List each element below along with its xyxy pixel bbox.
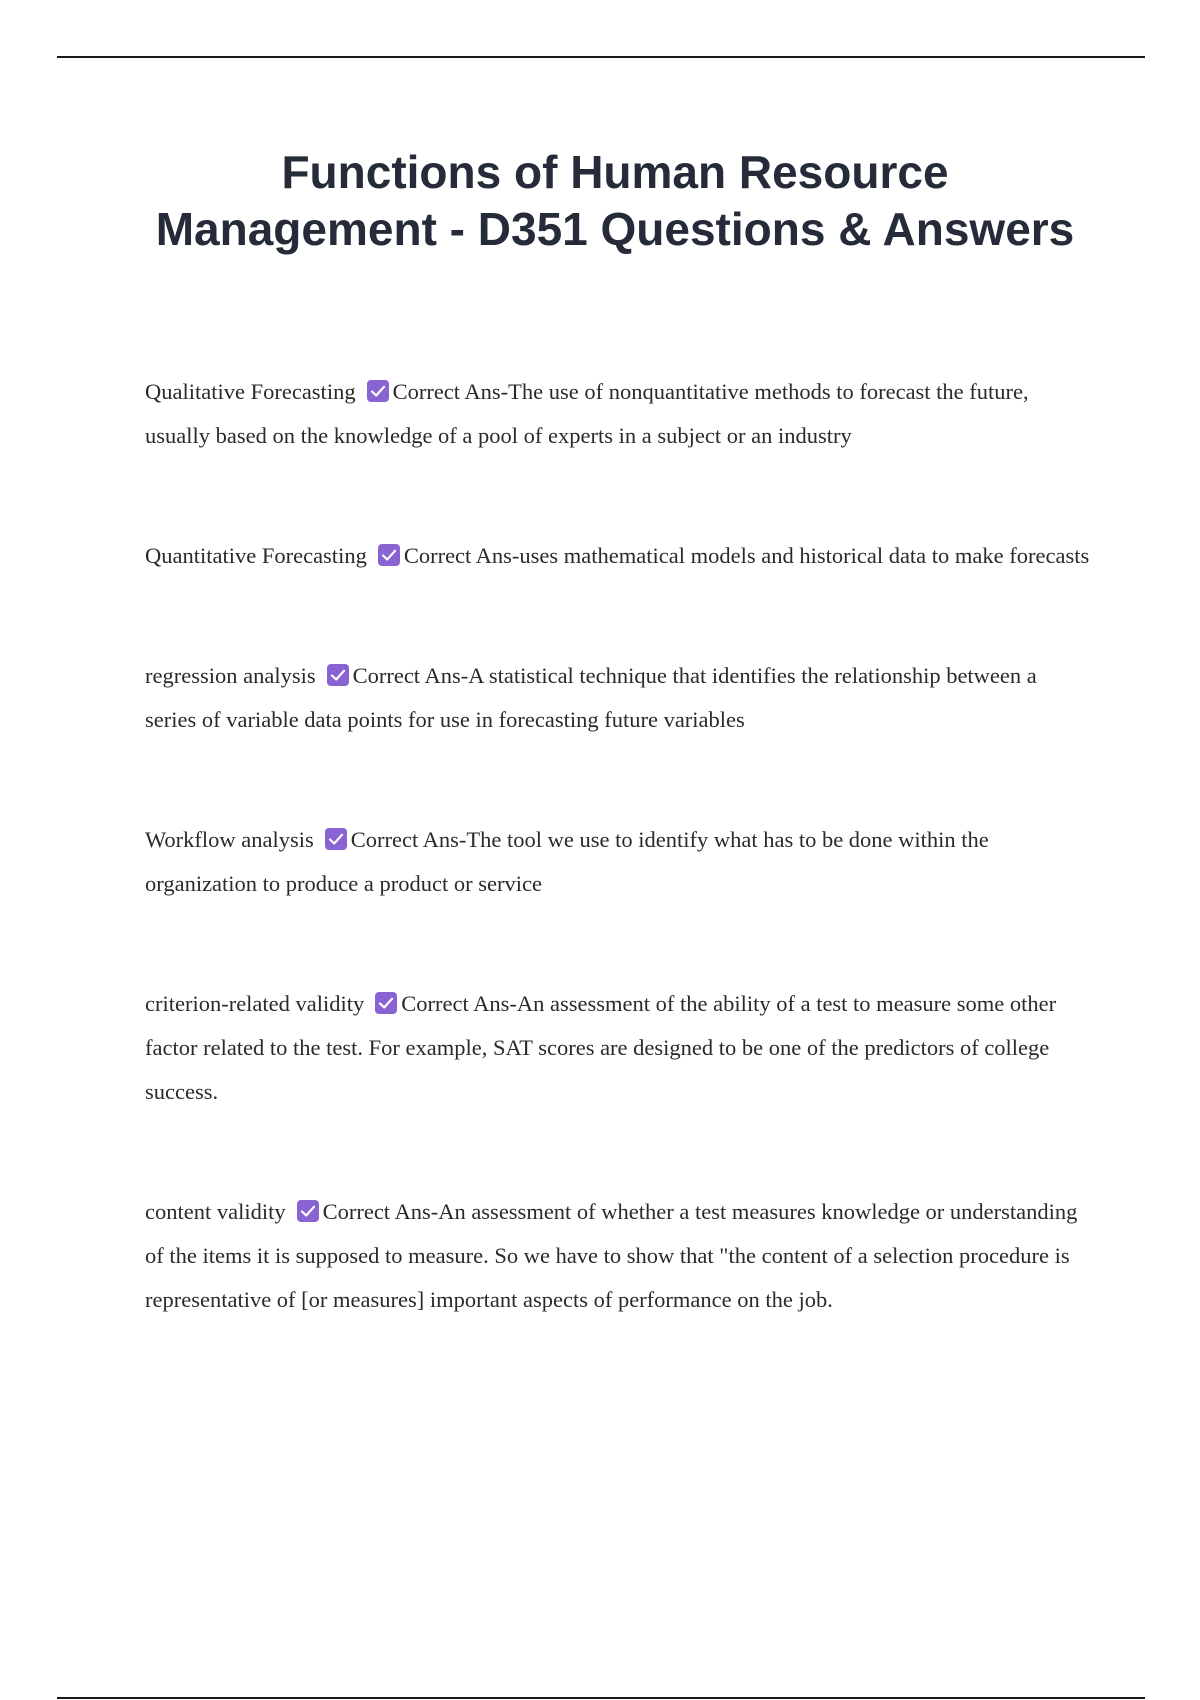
top-divider bbox=[57, 56, 1145, 58]
answer: Correct Ans-uses mathematical models and historical data to make forecasts bbox=[403, 543, 1090, 568]
term: Quantitative Forecasting bbox=[145, 543, 367, 568]
qa-item-qualitative-forecasting bbox=[145, 370, 1090, 458]
answer: Correct Ans-An assessment of whether a test measures knowledge or understanding of the items it is supposed to measure. So we have to show that "the content of a selection procedure is representative of [or measures] important aspects of performance on the job. bbox=[145, 1199, 1078, 1312]
checked-box-icon bbox=[367, 380, 389, 402]
checked-box-icon bbox=[297, 1200, 319, 1222]
term: content validity bbox=[145, 1199, 286, 1224]
qa-item-workflow-analysis bbox=[145, 818, 1090, 906]
term: Workflow analysis bbox=[145, 827, 314, 852]
page-title: Functions of Human Resource Management - D351 Questions & Answers bbox=[155, 146, 1075, 255]
qa-item-regression-analysis bbox=[145, 654, 1090, 742]
answer: Correct Ans-An assessment of the ability of a test to measure some other factor related to the test. For example, SAT scores are designed to be one of the predictors of college success. bbox=[145, 991, 1057, 1104]
qa-item-content-validity bbox=[145, 1190, 1090, 1322]
checked-box-icon bbox=[375, 992, 397, 1014]
term: Qualitative Forecasting bbox=[145, 379, 356, 404]
checked-box-icon bbox=[327, 664, 349, 686]
bottom-divider bbox=[57, 1697, 1145, 1699]
answer: Correct Ans-A statistical technique that identifies the relationship between a series of variable data points for use in forecasting future variables bbox=[145, 663, 1037, 732]
term: criterion-related validity bbox=[145, 991, 365, 1016]
checked-box-icon bbox=[378, 544, 400, 566]
qa-list bbox=[145, 370, 1090, 1398]
qa-item-quantitative-forecasting bbox=[145, 534, 1090, 578]
checked-box-icon bbox=[325, 828, 347, 850]
qa-item-criterion-related-validity bbox=[145, 982, 1090, 1114]
answer: Correct Ans-The tool we use to identify what has to be done within the organization to produce a product or service bbox=[145, 827, 989, 896]
term: regression analysis bbox=[145, 663, 316, 688]
answer: Correct Ans-The use of nonquantitative methods to forecast the future, usually based on the knowledge of a pool of experts in a subject or an industry bbox=[145, 379, 1029, 448]
